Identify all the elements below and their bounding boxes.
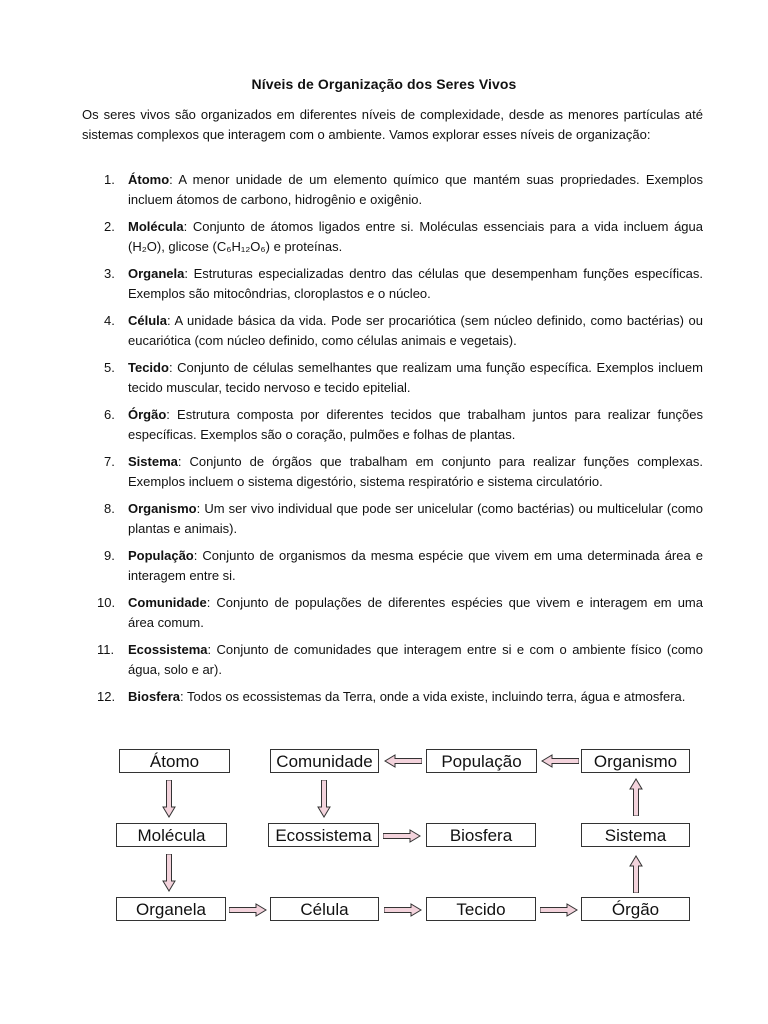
list-desc: : Conjunto de átomos ligados entre si. Moléculas essenciais para a vida incluem água (H₂O), glicose (C₆H₁₂O₆) e proteínas. [128, 219, 703, 254]
arrow-right-icon [229, 903, 267, 917]
box-atomo: Átomo [119, 749, 230, 773]
list-number: 8. [104, 501, 115, 516]
box-sistema: Sistema [581, 823, 690, 847]
list-term: Sistema [128, 454, 178, 469]
arrow-left-icon [541, 754, 579, 768]
arrow-down-icon [317, 780, 331, 818]
list-term: Organela [128, 266, 185, 281]
list-term: Biosfera [128, 689, 181, 704]
list-desc: : Conjunto de organismos da mesma espécie que vivem em uma determinada área e interagem entre si. [128, 548, 703, 583]
list-number: 3. [104, 266, 115, 281]
list-number: 4. [104, 313, 115, 328]
arrow-right-icon [383, 829, 421, 843]
list-number: 9. [104, 548, 115, 563]
box-celula: Célula [270, 897, 379, 921]
list-desc: : Todos os ecossistemas da Terra, onde a vida existe, incluindo terra, água e atmosfera. [180, 689, 686, 704]
box-organismo: Organismo [581, 749, 690, 773]
list-desc: : Estruturas especializadas dentro das células que desempenham funções específicas. Exemplos são mitocôndrias, cloroplastos e o núcleo. [128, 266, 703, 301]
box-organela: Organela [116, 897, 226, 921]
arrow-up-icon [629, 855, 643, 893]
arrow-up-icon [629, 778, 643, 816]
arrow-down-icon [162, 854, 176, 892]
arrow-left-icon [384, 754, 422, 768]
list-desc: : A unidade básica da vida. Pode ser procariótica (sem núcleo definido, como bactérias) ou eucariótica (com núcleo definido, como células animais e vegetais). [128, 313, 703, 348]
list-desc: : Conjunto de órgãos que trabalham em conjunto para realizar funções complexas. Exemplos incluem o sistema digestório, sistema respiratório e sistema circulatório. [128, 454, 703, 489]
list-term: Tecido [128, 360, 169, 375]
list-term: Órgão [128, 407, 167, 422]
page-title: Níveis de Organização dos Seres Vivos [251, 76, 517, 92]
list-term: População [128, 548, 194, 563]
list-desc: : Um ser vivo individual que pode ser unicelular (como bactérias) ou multicelular (como plantas e animais). [128, 501, 703, 536]
box-tecido: Tecido [426, 897, 536, 921]
list-term: Átomo [128, 172, 170, 187]
arrow-right-icon [540, 903, 578, 917]
list-desc: : Conjunto de populações de diferentes espécies que vivem e interagem em uma área comum. [128, 595, 703, 630]
list-number: 6. [104, 407, 115, 422]
list-number: 7. [104, 454, 115, 469]
list-number: 11. [97, 642, 115, 657]
list-desc: : Conjunto de comunidades que interagem entre si e com o ambiente físico (como água, solo e ar). [128, 642, 703, 677]
box-populacao: População [426, 749, 537, 773]
list-number: 5. [104, 360, 115, 375]
list-term: Organismo [128, 501, 197, 516]
box-ecossistema: Ecossistema [268, 823, 379, 847]
list-desc: : Estrutura composta por diferentes tecidos que trabalham juntos para realizar funções específicas. Exemplos são o coração, pulmões e folhas de plantas. [128, 407, 703, 442]
box-orgao: Órgão [581, 897, 690, 921]
box-molecula: Molécula [116, 823, 227, 847]
list-desc: : Conjunto de células semelhantes que realizam uma função específica. Exemplos incluem tecido muscular, tecido nervoso e tecido epitelial. [128, 360, 703, 395]
list-term: Molécula [128, 219, 184, 234]
list-number: 2. [104, 219, 115, 234]
intro-paragraph: Os seres vivos são organizados em diferentes níveis de complexidade, desde as menores partículas até sistemas complexos que interagem com o ambiente. Vamos explorar esses níveis de organização: [82, 107, 703, 142]
list-desc: : A menor unidade de um elemento químico que mantém suas propriedades. Exemplos incluem átomos de carbono, hidrogênio e oxigênio. [128, 172, 703, 207]
list-term: Célula [128, 313, 168, 328]
arrow-right-icon [384, 903, 422, 917]
list-number: 12. [97, 689, 116, 704]
box-biosfera: Biosfera [426, 823, 536, 847]
list-term: Comunidade [128, 595, 207, 610]
box-comunidade: Comunidade [270, 749, 379, 773]
list-term: Ecossistema [128, 642, 208, 657]
list-number: 10. [97, 595, 116, 610]
arrow-down-icon [162, 780, 176, 818]
list-number: 1. [104, 172, 115, 187]
